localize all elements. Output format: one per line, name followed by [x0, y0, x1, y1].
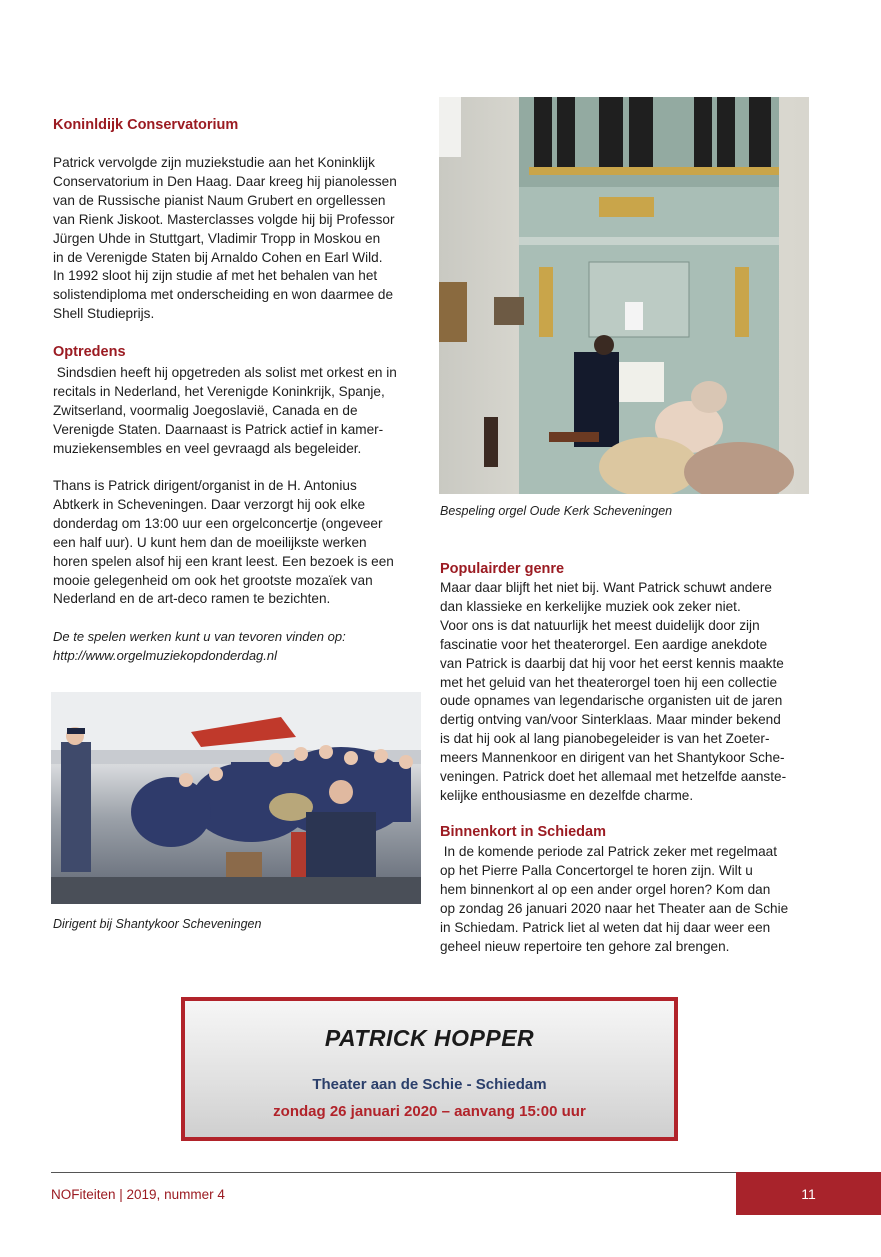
text-line: Thans is Patrick dirigent/organist in de H. Antonius — [53, 478, 357, 493]
heading-optredens: Optredens — [53, 344, 126, 360]
text-line: meers Mannenkoor en dirigent van het Shantykoor Sche- — [440, 750, 785, 766]
text-line: Shell Studieprijs. — [53, 306, 155, 322]
banner-title: PATRICK HOPPER — [324, 1025, 535, 1051]
text-line: geheel nieuw repertoire ten gehore zal brengen. — [440, 938, 730, 954]
text-line: Voor ons is dat natuurlijk het meest duidelijk door zijn — [440, 617, 760, 633]
banner-date: zondag 26 januari 2020 – aanvang 15:00 uur — [273, 1103, 586, 1120]
text-line: Patrick vervolgde zijn muziekstudie aan het Koninklijk — [53, 155, 375, 170]
paragraph-antonius — [53, 477, 428, 609]
text-line: Jürgen Uhde in Stuttgart, Vladimir Tropp in Moskou en — [53, 230, 381, 246]
text-line: Zwitserland, voormalig Joegoslavië, Canada en de — [53, 402, 358, 418]
text-line: in de Verenigde Staten bij Arnaldo Cohen en Earl Wild. — [53, 249, 383, 265]
text-line: van de Russische pianist Naum Grubert en orgellessen — [53, 192, 386, 208]
text-line: recitals in Nederland, het Verenigde Koninkrijk, Spanje, — [53, 383, 385, 399]
heading-conservatorium: Koninldijk Conservatorium — [53, 117, 239, 133]
website-note — [53, 628, 428, 666]
text-line: Abtkerk in Scheveningen. Daar verzorgt hij ook elke — [53, 496, 366, 512]
text-line: dan klassieke en kerkelijke muziek ook zeker niet. — [440, 598, 741, 614]
choir-caption: Dirigent bij Shantykoor Scheveningen — [53, 917, 262, 931]
text-line: Verenigde Staten. Daarnaast is Patrick actief in kamer- — [53, 421, 384, 437]
text-line: is dat hij ook al lang pianobegeleider is van het Zoeter- — [440, 731, 770, 747]
heading-schiedam: Binnenkort in Schiedam — [440, 824, 606, 840]
page-number-box — [736, 1172, 881, 1215]
text-line: Nederland en de art-deco ramen te bezichten. — [53, 591, 331, 607]
text-line: van Patrick is daarbij dat hij voor het eerst kennis maakte — [440, 655, 784, 671]
choir-photo-illustration — [51, 692, 421, 904]
banner-venue: Theater aan de Schie - Schiedam — [312, 1076, 547, 1093]
text-line: veningen. Patrick doet het allemaal met hetzelfde aanste- — [440, 769, 787, 785]
text-line: hem binnenkort al op een ander orgel horen? Kom dan — [440, 881, 771, 897]
text-line: dertig ontving van/voor Sinterklaas. Maar minder bekend — [440, 712, 781, 728]
text-line: Sindsdien heeft hij opgetreden als solist met orkest en in — [53, 365, 397, 380]
text-line: muziekensembles en veel gevraagd als begeleider. — [53, 440, 362, 456]
paragraph-schiedam — [440, 843, 820, 956]
page-number: 11 — [801, 1185, 816, 1202]
website-link[interactable]: http://www.orgelmuziekopdonderdag.nl — [53, 647, 278, 663]
text-line: mooie gelegenheid om ook het grootste mozaïek van — [53, 572, 373, 588]
text-line: kelijke enthousiasme en dezelfde charme. — [440, 787, 694, 803]
text-line: In 1992 sloot hij zijn studie af met het behalen van het — [53, 268, 378, 284]
text-line: op zondag 26 januari 2020 naar het Theater aan de Schie — [440, 900, 789, 916]
text-line: oude opnames van legendarische organisten uit de jaren — [440, 693, 783, 709]
text-line: een half uur). U kunt hem dan de moeilijkste werken — [53, 534, 367, 550]
text-line: van Rienk Jiskoot. Masterclasses volgde hij bij Professor — [53, 211, 395, 227]
text-line: solistendiploma met onderscheiding en won daarmee de — [53, 287, 394, 303]
text-line: op het Pierre Palla Concertorgel te horen zijn. Wilt u — [440, 862, 753, 878]
text-line: De te spelen werken kunt u van tevoren vinden op: — [53, 629, 346, 644]
paragraph-populair — [440, 579, 820, 806]
text-line: in Schiedam. Patrick liet al weten dat hij daar weer een — [440, 919, 771, 935]
text-line: Maar daar blijft het niet bij. Want Patrick schuwt andere — [440, 580, 772, 595]
text-line: fascinatie voor het theaterorgel. Een aardige anekdote — [440, 636, 768, 652]
event-banner — [181, 997, 678, 1141]
footer-divider — [51, 1172, 736, 1173]
choir-photo — [51, 692, 421, 904]
text-line: In de komende periode zal Patrick zeker met regelmaat — [440, 844, 777, 859]
organ-photo-illustration — [439, 97, 809, 494]
organ-photo — [439, 97, 809, 494]
paragraph-optredens — [53, 364, 428, 459]
heading-populair: Populairder genre — [440, 561, 565, 577]
footer-publication: NOFiteiten | 2019, nummer 4 — [51, 1187, 225, 1202]
text-line: met het geluid van het theaterorgel toen hij een collectie — [440, 674, 778, 690]
text-line: Conservatorium in Den Haag. Daar kreeg hij pianolessen — [53, 173, 397, 189]
paragraph-conservatorium — [53, 154, 428, 324]
text-line: donderdag om 13:00 uur een orgelconcertje (ongeveer — [53, 515, 383, 531]
organ-caption: Bespeling orgel Oude Kerk Scheveningen — [440, 504, 673, 518]
text-line: horen spelen alsof hij een krant leest. Een bezoek is een — [53, 553, 394, 569]
